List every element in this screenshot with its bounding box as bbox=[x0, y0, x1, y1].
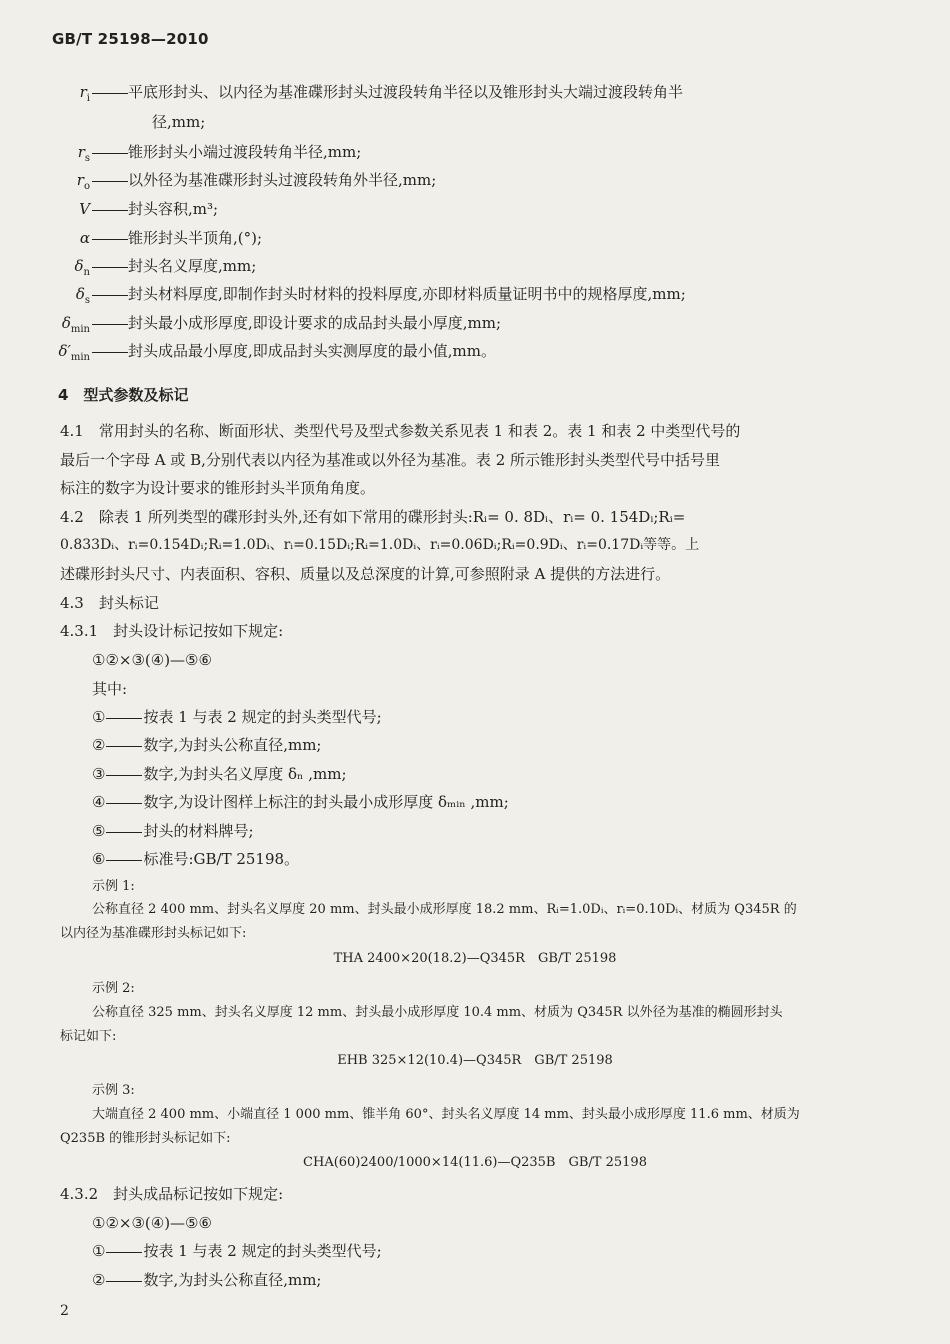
example-text: 公称直径 325 mm、封头名义厚度 12 mm、封头最小成形厚度 10.4 mm、材质为 Q345R 以外径为基准的椭圆形封头 bbox=[92, 1005, 783, 1020]
list-item: ① 按表 1 与表 2 规定的封头类型代号; bbox=[92, 1242, 382, 1260]
where-label: 其中: bbox=[92, 680, 128, 698]
example-text: 公称直径 2 400 mm、封头名义厚度 20 mm、封头最小成形厚度 18.2 mm、Rᵢ=1.0Dᵢ、rᵢ=0.10Dᵢ、材质为 Q345R 的 bbox=[92, 902, 797, 917]
example-marking: EHB 325×12(10.4)—Q345R GB/T 25198 bbox=[337, 1053, 613, 1068]
page-number: 2 bbox=[60, 1303, 69, 1319]
symbol-definition: $\delta'_{min}$ 封头成品最小厚度,即成品封头实测厚度的最小值,mm。 bbox=[58, 342, 496, 363]
symbol-definition: $\delta_{min}$ 封头最小成形厚度,即设计要求的成品封头最小厚度,mm; bbox=[61, 314, 502, 335]
list-item: ① 按表 1 与表 2 规定的封头类型代号; bbox=[92, 708, 382, 726]
example-label: 示例 3: bbox=[92, 1083, 135, 1098]
symbol-definition: α 锥形封头半顶角,(°); bbox=[79, 229, 263, 247]
list-item: ③ 数字,为封头名义厚度 δₙ ,mm; bbox=[92, 765, 347, 783]
marking-formula: ①②×③(④)—⑤⑥ bbox=[92, 651, 212, 669]
symbol-definition: V 封头容积,m³; bbox=[79, 200, 219, 218]
paragraph-line: 述碟形封头尺寸、内表面积、容积、质量以及总深度的计算,可参照附录 A 提供的方法进行。 bbox=[60, 565, 671, 583]
symbol-definition: $\delta_n$ 封头名义厚度,mm; bbox=[74, 257, 257, 278]
section-heading: 4 型式参数及标记 bbox=[58, 386, 189, 404]
subsection-heading: 4.3.2 封头成品标记按如下规定: bbox=[60, 1185, 284, 1203]
standard-code-header: GB/T 25198—2010 bbox=[52, 30, 209, 48]
subsection-heading: 4.3.1 封头设计标记按如下规定: bbox=[60, 622, 284, 640]
list-item: ⑥ 标准号:GB/T 25198。 bbox=[92, 850, 300, 868]
example-label: 示例 2: bbox=[92, 981, 135, 996]
list-item: ④ 数字,为设计图样上标注的封头最小成形厚度 δₘᵢₙ ,mm; bbox=[92, 793, 509, 811]
example-label: 示例 1: bbox=[92, 879, 135, 894]
paragraph-line: 4.2 除表 1 所列类型的碟形封头外,还有如下常用的碟形封头:Rᵢ= 0. 8Dᵢ、rᵢ= 0. 154Dᵢ;Rᵢ= bbox=[60, 508, 686, 526]
symbol-definition-continued: 径,mm; bbox=[152, 113, 206, 131]
symbol-definition: $r_s$ 锥形封头小端过渡段转角半径,mm; bbox=[77, 143, 362, 164]
symbol-definition: $\delta_s$ 封头材料厚度,即制作封头时材料的投料厚度,亦即材料质量证明书中的规格厚度,mm; bbox=[75, 285, 686, 306]
list-item: ② 数字,为封头公称直径,mm; bbox=[92, 736, 322, 754]
example-text: 标记如下: bbox=[60, 1029, 117, 1044]
paragraph-line: 0.833Dᵢ、rᵢ=0.154Dᵢ;Rᵢ=1.0Dᵢ、rᵢ=0.15Dᵢ;Rᵢ=1.0Dᵢ、rᵢ=0.06Dᵢ;Rᵢ=0.9Dᵢ、rᵢ=0.17Dᵢ等等。上 bbox=[60, 537, 700, 553]
example-text: 大端直径 2 400 mm、小端直径 1 000 mm、锥半角 60°、封头名义厚度 14 mm、封头最小成形厚度 11.6 mm、材质为 bbox=[92, 1107, 800, 1122]
subsection-heading: 4.3 封头标记 bbox=[60, 594, 159, 612]
list-item: ② 数字,为封头公称直径,mm; bbox=[92, 1271, 322, 1289]
marking-formula: ①②×③(④)—⑤⑥ bbox=[92, 1214, 212, 1232]
example-marking: CHA(60)2400/1000×14(11.6)—Q235B GB/T 25198 bbox=[303, 1155, 647, 1170]
paragraph-line: 最后一个字母 A 或 B,分别代表以内径为基准或以外径为基准。表 2 所示锥形封头类型代号中括号里 bbox=[60, 451, 721, 469]
example-marking: THA 2400×20(18.2)—Q345R GB/T 25198 bbox=[333, 951, 617, 966]
symbol-definition: $r_o$ 以外径为基准碟形封头过渡段转角外半径,mm; bbox=[76, 171, 437, 192]
example-text: Q235B 的锥形封头标记如下: bbox=[60, 1131, 231, 1146]
paragraph-line: 标注的数字为设计要求的锥形封头半顶角角度。 bbox=[60, 479, 376, 497]
example-text: 以内径为基准碟形封头标记如下: bbox=[60, 926, 247, 941]
symbol-definition: $r_i$ 平底形封头、以内径为基准碟形封头过渡段转角半径以及锥形封头大端过渡段转角半 bbox=[79, 83, 684, 104]
paragraph-line: 4.1 常用封头的名称、断面形状、类型代号及型式参数关系见表 1 和表 2。表 1 和表 2 中类型代号的 bbox=[60, 422, 741, 440]
list-item: ⑤ 封头的材料牌号; bbox=[92, 822, 254, 840]
